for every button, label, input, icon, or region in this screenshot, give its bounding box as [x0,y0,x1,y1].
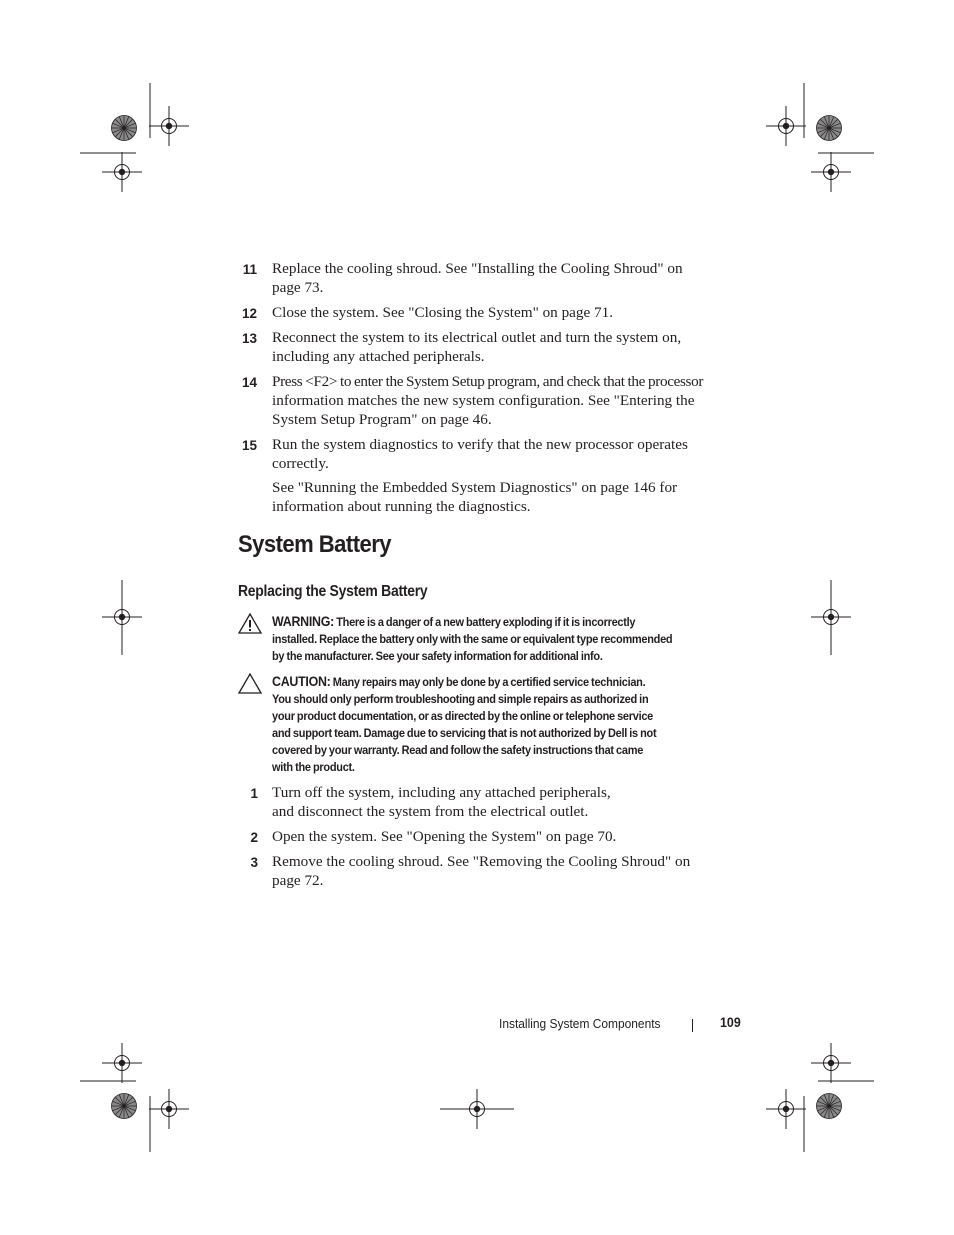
step-number: 15 [241,438,257,453]
step-text: Reconnect the system to its electrical outlet and turn the system on, including any attached peripherals. [272,329,682,365]
step-text: Run the system diagnostics to verify that the new processor operates correctly. [272,436,688,472]
caution-text: CAUTION: Many repairs may only be done by a certified service technician. You should only perform troubleshooting and simple repairs as authorized in your product documentation, or as directed by the online or telephone service and support team. Damage due to servicing that is not authorized by Dell is not covered by your warranty. Read and follow the safety instructions that came with the product. [272,674,657,775]
warning-notice [238,613,748,665]
step-text: Turn off the system, including any attached peripherals, and disconnect the system from the electrical outlet. [272,784,611,820]
step-number: 2 [250,830,258,845]
warning-text: WARNING: There is a danger of a new battery exploding if it is incorrectly installed. Replace the battery only with the same or equivalent type recommended by the manufacturer. See your safety information for additional info. [272,614,673,664]
step-number: 13 [241,331,257,346]
step-number: 14 [241,375,257,390]
warning-triangle-icon [238,613,262,634]
procedure-steps-processor [238,259,738,522]
procedure-steps-battery [238,783,738,896]
step-3 [238,852,738,890]
caution-triangle-icon [238,673,262,694]
step-11 [238,259,738,297]
footer-chapter-title: Installing System Components [499,1016,661,1031]
step-number: 11 [242,262,257,277]
step-text: Replace the cooling shroud. See "Installing the Cooling Shroud" on page 73. [272,260,683,296]
step-number: 1 [250,786,258,801]
page-number: 109 [720,1015,741,1030]
step-2 [238,827,738,846]
section-title: System Battery [238,531,391,558]
step-number: 3 [250,855,258,870]
step-number: 12 [241,306,257,321]
subsection-title: Replacing the System Battery [238,583,428,600]
warning-label: WARNING: [272,614,334,629]
step-14 [238,372,738,429]
step-text: Press <F2> to enter the System Setup program, and check that the processor information matches the new system configuration. See "Entering the System Setup Program" on page 46. [272,373,704,428]
step-note: See "Running the Embedded System Diagnostics" on page 146 for information about running the diagnostics. [272,479,678,515]
step-1 [238,783,738,821]
step-12 [238,303,738,322]
caution-notice [238,673,748,777]
caution-label: CAUTION: [272,674,331,689]
step-text: Remove the cooling shroud. See "Removing the Cooling Shroud" on page 72. [272,853,691,889]
step-text: Open the system. See "Opening the System" on page 70. [272,828,617,845]
step-text: Close the system. See "Closing the System" on page 71. [272,304,614,321]
step-15 [238,435,738,516]
footer-divider [692,1019,693,1032]
step-13 [238,328,738,366]
